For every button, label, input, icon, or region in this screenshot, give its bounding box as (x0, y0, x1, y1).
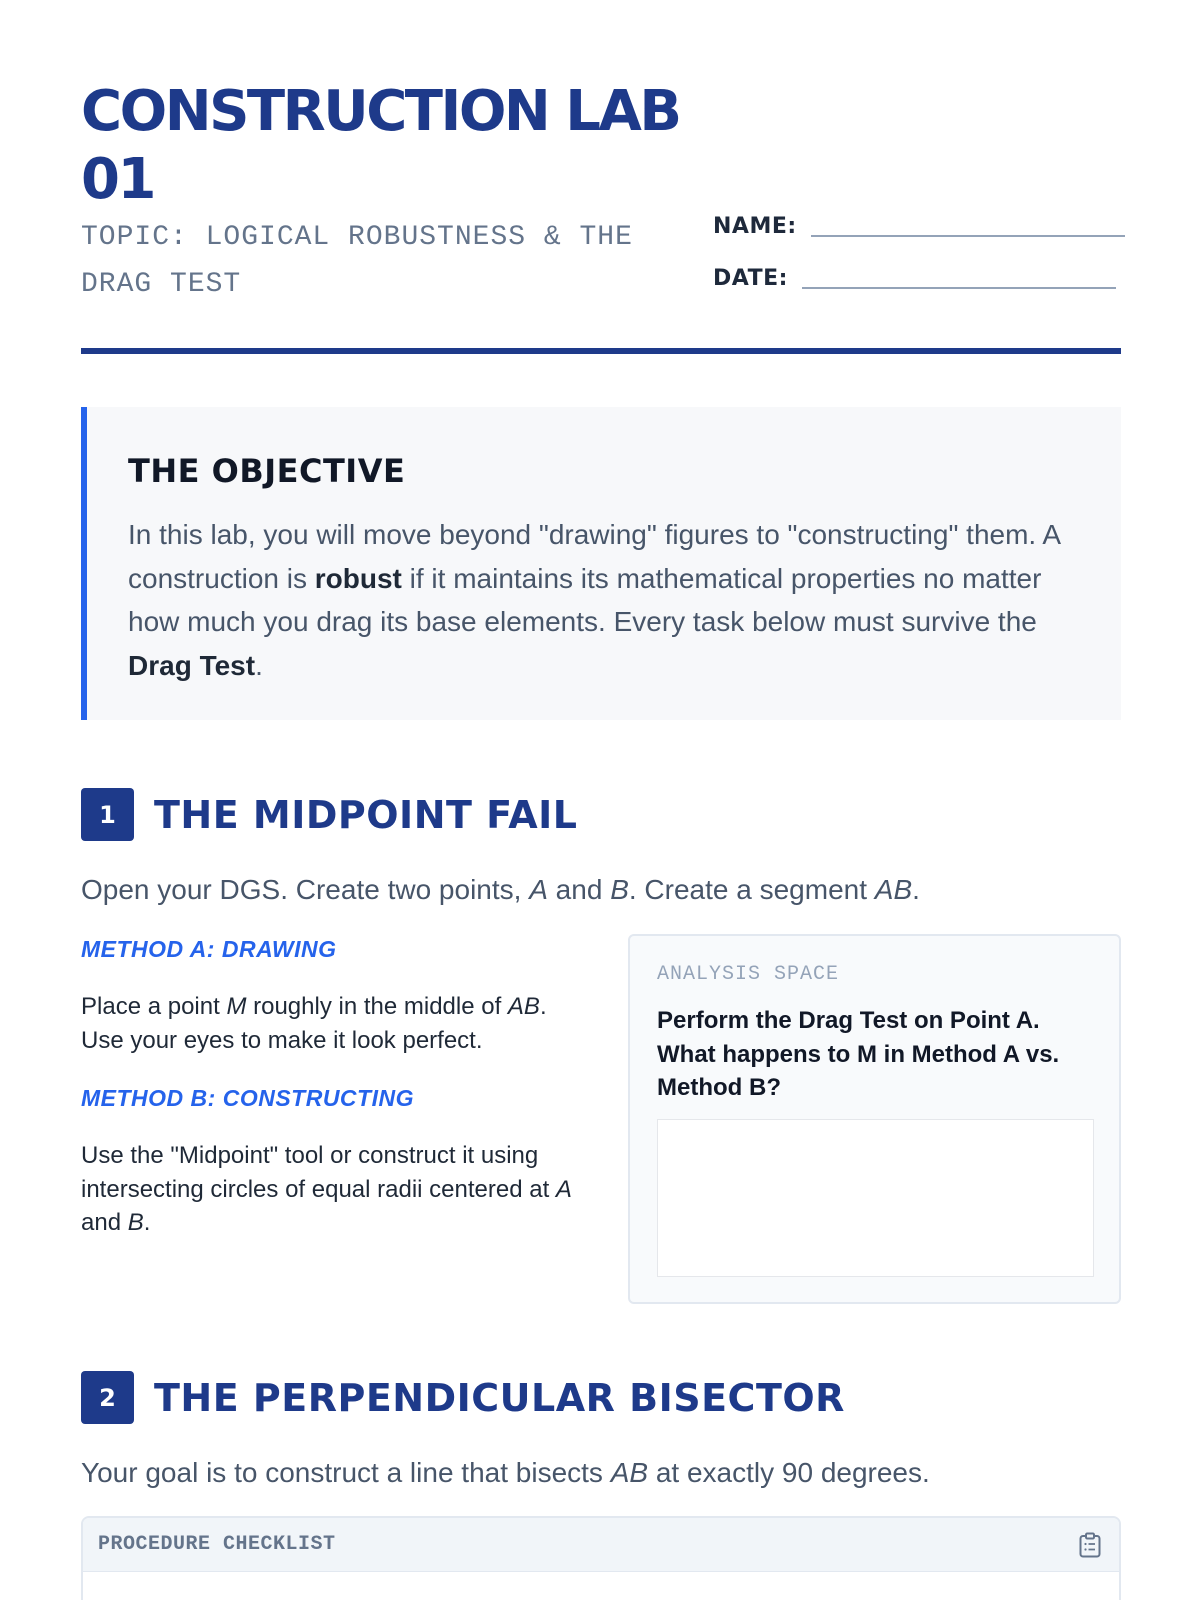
page-title: CONSTRUCTION LAB 01 (81, 79, 680, 212)
section-1-intro: Open your DGS. Create two points, A and B. Create a segment AB. (81, 874, 920, 905)
date-row (713, 266, 1116, 291)
method-a-title: METHOD A: DRAWING (81, 936, 337, 962)
methods-column (81, 934, 581, 1240)
analysis-space (628, 934, 1121, 1304)
name-label: NAME: (713, 214, 797, 239)
section-number-badge: 1 (81, 788, 134, 841)
answer-box[interactable] (657, 1119, 1094, 1277)
analysis-label: ANALYSIS SPACE (657, 963, 840, 986)
method-b-title: METHOD B: CONSTRUCTING (81, 1085, 414, 1111)
objective-callout (81, 407, 1121, 720)
section-number-badge: 2 (81, 1371, 134, 1424)
section-title: THE MIDPOINT FAIL (154, 792, 578, 837)
header-divider (81, 348, 1121, 354)
objective-heading: THE OBJECTIVE (128, 452, 406, 490)
method-b-text: Use the "Midpoint" tool or construct it using intersecting circles of equal radii centered at A and B. (81, 1142, 572, 1236)
checklist-title: PROCEDURE CHECKLIST (98, 1533, 336, 1556)
section-2-header (81, 1371, 845, 1424)
name-row (713, 214, 1125, 239)
objective-text: In this lab, you will move beyond "drawing" figures to "constructing" them. A construction is robust if it maintains its mathematical properties no matter how much you drag its base elements. Every task below must survive the Drag Test. (128, 519, 1060, 681)
name-field[interactable] (811, 235, 1125, 237)
topic-subtitle: TOPIC: LOGICAL ROBUSTNESS & THE DRAG TEST (81, 222, 633, 300)
method-a-text: Place a point M roughly in the middle of AB. Use your eyes to make it look perfect. (81, 993, 547, 1054)
checklist-header (83, 1518, 1119, 1572)
date-label: DATE: (713, 266, 788, 291)
date-field[interactable] (802, 287, 1116, 289)
analysis-question: Perform the Drag Test on Point A. What happens to M in Method A vs. Method B? (657, 1007, 1060, 1101)
procedure-checklist (81, 1516, 1121, 1600)
section-1-header (81, 788, 578, 841)
clipboard-list-icon (1079, 1532, 1101, 1558)
section-2-intro: Your goal is to construct a line that bisects AB at exactly 90 degrees. (81, 1457, 930, 1488)
section-title: THE PERPENDICULAR BISECTOR (154, 1375, 845, 1420)
